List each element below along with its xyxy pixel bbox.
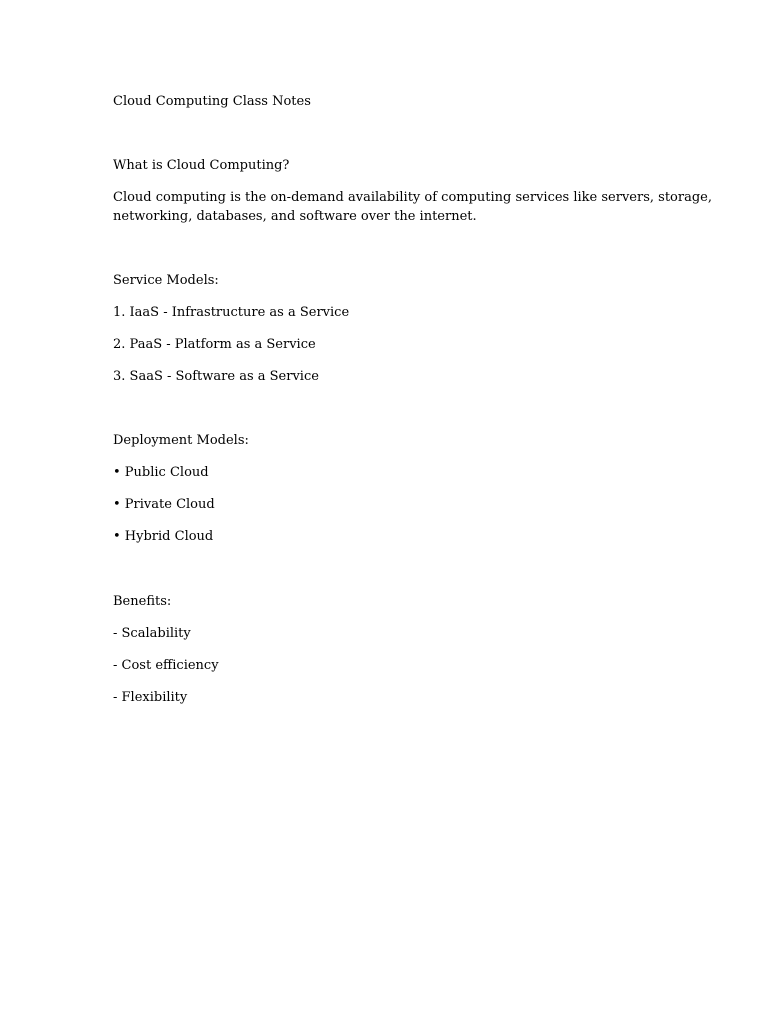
deployment-model-item: • Hybrid Cloud xyxy=(113,529,214,544)
deployment-models-heading: Deployment Models: xyxy=(113,433,249,448)
deployment-model-item: • Private Cloud xyxy=(113,497,215,512)
document-title: Cloud Computing Class Notes xyxy=(113,94,311,109)
service-model-item: 2. PaaS - Platform as a Service xyxy=(113,337,316,352)
deployment-model-item: • Public Cloud xyxy=(113,465,209,480)
service-model-item: 3. SaaS - Software as a Service xyxy=(113,369,319,384)
benefit-item: - Cost efficiency xyxy=(113,658,219,673)
intro-paragraph-line-1: Cloud computing is the on-demand availability of computing services like servers, storage, xyxy=(113,190,712,205)
benefit-item: - Scalability xyxy=(113,626,191,641)
benefit-item: - Flexibility xyxy=(113,690,188,705)
service-models-heading: Service Models: xyxy=(113,273,219,288)
benefits-heading: Benefits: xyxy=(113,594,172,609)
intro-paragraph-line-2: networking, databases, and software over the internet. xyxy=(113,209,477,224)
intro-heading: What is Cloud Computing? xyxy=(113,158,290,173)
service-model-item: 1. IaaS - Infrastructure as a Service xyxy=(113,305,350,320)
